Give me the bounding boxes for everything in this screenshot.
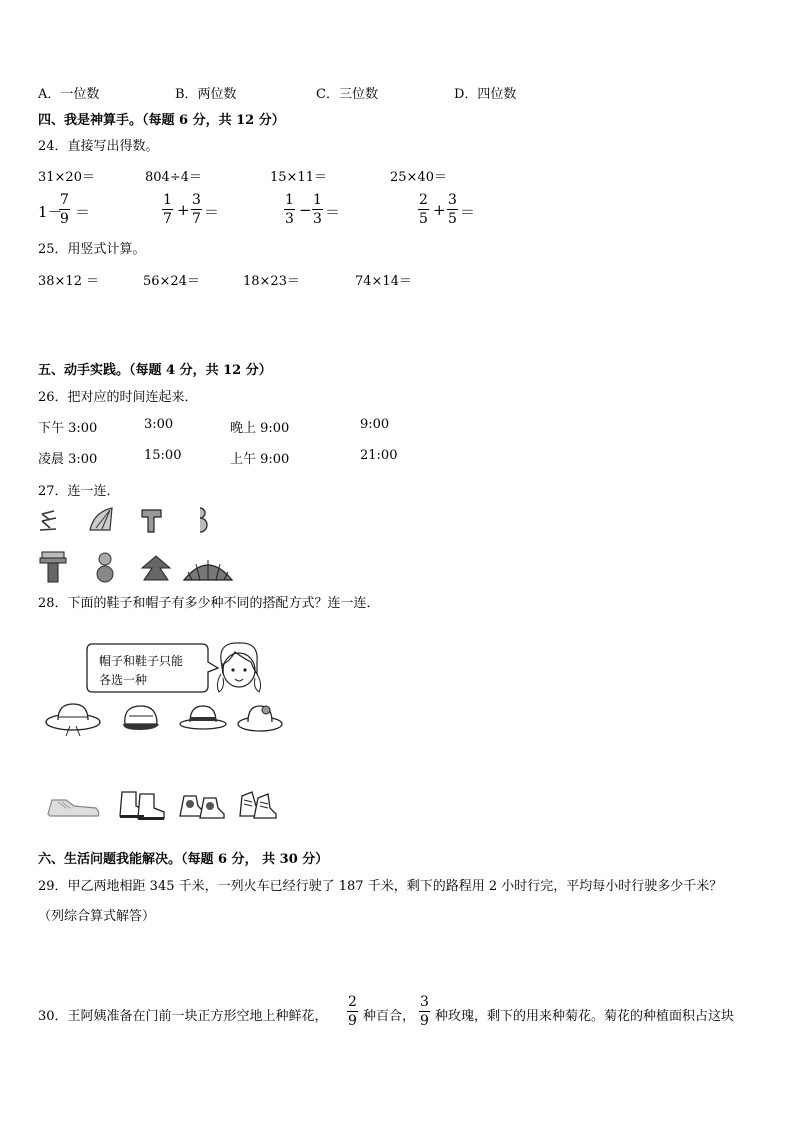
q25-item: 56×24＝ xyxy=(143,274,200,289)
flower-hat-icon xyxy=(236,700,284,736)
equals-sign: ＝ xyxy=(75,203,91,221)
section6-heading: 六、生活问题我能解决。（每题 6 分， 共 30 分） xyxy=(38,852,329,867)
time-label: 上午 9:00 xyxy=(230,452,290,467)
q27-prompt: 27．连一连． xyxy=(38,484,120,499)
cap-icon xyxy=(119,702,161,734)
q25-item: 74×14＝ xyxy=(355,274,412,289)
q25-item: 38×12 ＝ xyxy=(38,274,100,289)
q29-text: 29．甲乙两地相距 345 千米，一列火车已经行驶了 187 千米，剩下的路程用 2 小时行完，平均每小时行驶多少千米？ xyxy=(38,879,723,894)
fraction: 7 9 xyxy=(60,192,69,227)
q24-item: 15×11＝ xyxy=(270,170,327,185)
time-label: 21:00 xyxy=(360,448,398,463)
sneaker-icon xyxy=(46,792,102,822)
tree-shape-icon xyxy=(140,554,172,582)
q28-prompt: 28．下面的鞋子和帽子有多少种不同的搭配方式？连一连． xyxy=(38,596,380,611)
fraction: 3 5 xyxy=(448,192,457,227)
q26-prompt: 26．把对应的时间连起来． xyxy=(38,390,198,405)
fraction: 2 9 xyxy=(348,994,357,1029)
time-label: 凌晨 3:00 xyxy=(38,452,98,467)
equals-sign: ＝ xyxy=(325,203,341,221)
half-umbrella-icon xyxy=(88,506,114,532)
half-snowman-icon xyxy=(194,505,210,535)
fraction: 2 5 xyxy=(419,192,428,227)
q25-prompt: 25．用竖式计算。 xyxy=(38,242,146,257)
operator: − xyxy=(299,201,312,219)
mushroom-house-icon xyxy=(38,550,68,584)
fraction: 1 3 xyxy=(285,192,294,227)
section4-heading: 四、我是神算手。（每题 6 分，共 12 分） xyxy=(38,113,285,128)
snowman-icon xyxy=(92,550,118,584)
q24-item: 25×40＝ xyxy=(390,170,447,185)
bubble-line-2: 各选一种 xyxy=(99,673,148,687)
choice-b: B．两位数 xyxy=(175,87,237,102)
q25-item: 18×23＝ xyxy=(243,274,300,289)
choice-c: C．三位数 xyxy=(316,87,378,102)
operator: + xyxy=(177,201,190,219)
q24-item: 31×20＝ xyxy=(38,170,95,185)
fraction: 3 7 xyxy=(192,192,201,227)
high-top-shoes-icon xyxy=(176,790,228,822)
equals-sign: ＝ xyxy=(204,203,220,221)
q30-text-1: 30．王阿姨准备在门前一块正方形空地上种鲜花， xyxy=(38,1009,328,1024)
bubble-line-1: 帽子和鞋子只能 xyxy=(99,654,184,668)
half-mushroom-house-icon xyxy=(141,507,163,533)
q24-prompt: 24．直接写出得数。 xyxy=(38,139,159,154)
choice-a: A．一位数 xyxy=(38,87,100,102)
q30-text-3: 种玫瑰，剩下的用来种菊花。菊花的种植面积占这块 xyxy=(435,1009,735,1024)
time-label: 下午 3:00 xyxy=(38,421,98,436)
fraction: 1 7 xyxy=(163,192,172,227)
section5-heading: 五、动手实践。（每题 4 分，共 12 分） xyxy=(38,363,272,378)
q29-note: （列综合算式解答） xyxy=(38,909,156,924)
time-label: 9:00 xyxy=(360,417,390,432)
time-label: 晚上 9:00 xyxy=(230,421,290,436)
choice-d: D．四位数 xyxy=(454,87,517,102)
equals-sign: ＝ xyxy=(460,203,476,221)
umbrella-icon xyxy=(182,556,234,582)
half-umbrella-side-icon xyxy=(38,508,60,534)
time-label: 15:00 xyxy=(144,448,182,463)
fedora-hat-icon xyxy=(178,702,228,734)
q24-item: 804÷4＝ xyxy=(145,170,202,185)
fraction: 3 9 xyxy=(420,994,429,1029)
girl-icon xyxy=(213,640,265,696)
sport-shoes-icon xyxy=(236,788,280,822)
q30-text-2: 种百合， xyxy=(363,1009,416,1024)
boots-icon xyxy=(116,788,168,822)
q24-frac-lead: 1－ xyxy=(38,203,63,221)
sun-hat-icon xyxy=(44,700,102,740)
fraction: 1 3 xyxy=(313,192,322,227)
operator: + xyxy=(433,201,446,219)
time-label: 3:00 xyxy=(144,417,174,432)
